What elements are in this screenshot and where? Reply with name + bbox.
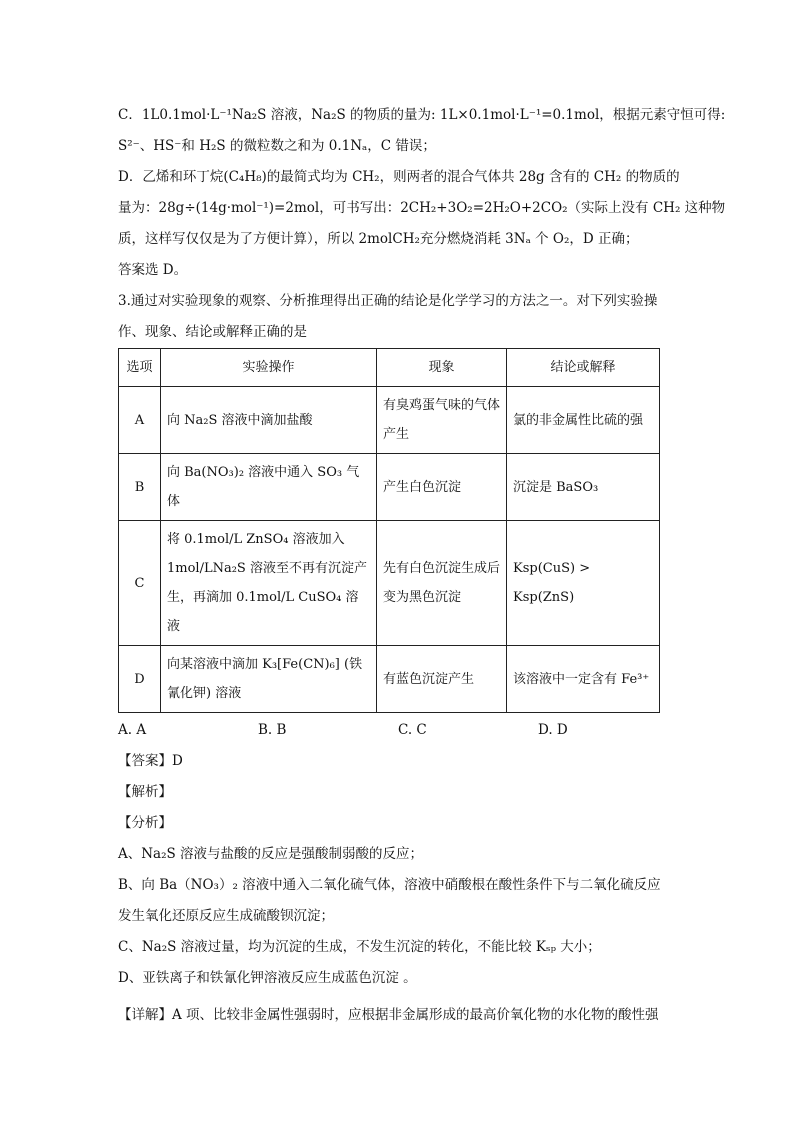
table-cell: B bbox=[119, 454, 161, 521]
text-line: 质，这样写仅仅是为了方便计算），所以 2molCH₂充分燃烧消耗 3Nₐ 个 O₂，D 正确； bbox=[118, 231, 639, 247]
text-line: 量为：28g÷(14g·mol⁻¹)=2mol，可书写出：2CH₂+3O₂=2H₂O+2CO₂（实际上没有 CH₂ 这种物 bbox=[118, 200, 726, 216]
table-cell: C bbox=[119, 521, 161, 646]
table-cell: D bbox=[119, 646, 161, 713]
table-cell: 向 Na₂S 溶液中滴加盐酸 bbox=[161, 387, 377, 454]
text-line: 答案选 D。 bbox=[118, 262, 188, 278]
table-header: 结论或解释 bbox=[507, 349, 660, 387]
table-header: 实验操作 bbox=[161, 349, 377, 387]
text-line: C．1L0.1mol·L⁻¹Na₂S 溶液，Na₂S 的物质的量为: 1L×0.1mol·L⁻¹=0.1mol，根据元素守恒可得: bbox=[118, 107, 726, 123]
table-cell: 将 0.1mol/L ZnSO₄ 溶液加入 1mol/LNa₂S 溶液至不再有沉淀产生，再滴加 0.1mol/L CuSO₄ 溶液 bbox=[161, 521, 377, 646]
analysis-line: B、向 Ba（NO₃）₂ 溶液中通入二氧化硫气体，溶液中硝酸根在酸性条件下与二氧化硫反应 bbox=[118, 877, 661, 893]
table-cell: Ksp(CuS) > Ksp(ZnS) bbox=[507, 521, 660, 646]
analysis-heading: 【解析】 bbox=[118, 784, 172, 800]
analysis-line: 发生氧化还原反应生成硫酸钡沉淀； bbox=[118, 908, 334, 924]
table-cell: 氯的非金属性比硫的强 bbox=[507, 387, 660, 454]
experiment-table bbox=[118, 348, 660, 713]
answer-options bbox=[118, 715, 678, 746]
table-header: 现象 bbox=[377, 349, 507, 387]
detail-line: 【详解】A 项、比较非金属性强弱时，应根据非金属形成的最高价氧化物的水化物的酸性强 bbox=[118, 1007, 659, 1023]
table-cell: A bbox=[119, 387, 161, 454]
document-page bbox=[118, 100, 726, 1031]
table-header: 选项 bbox=[119, 349, 161, 387]
table-row bbox=[119, 387, 660, 454]
fenxi-heading: 【分析】 bbox=[118, 815, 172, 831]
question-line: 3.通过对实验现象的观察、分析推理得出正确的结论是化学学习的方法之一。对下列实验操 bbox=[118, 293, 658, 309]
text-line: D．乙烯和环丁烷(C₄H₈)的最简式均为 CH₂，则两者的混合气体共 28g 含有的 CH₂ 的物质的 bbox=[118, 169, 680, 185]
option-b: B. B bbox=[258, 722, 287, 738]
table-cell: 沉淀是 BaSO₃ bbox=[507, 454, 660, 521]
table-row bbox=[119, 521, 660, 646]
table-row bbox=[119, 646, 660, 713]
answer-label: 【答案】D bbox=[118, 753, 183, 769]
table-cell: 有蓝色沉淀产生 bbox=[377, 646, 507, 713]
table-cell: 向 Ba(NO₃)₂ 溶液中通入 SO₃ 气体 bbox=[161, 454, 377, 521]
table-cell: 向某溶液中滴加 K₃[Fe(CN)₆] (铁氰化钾) 溶液 bbox=[161, 646, 377, 713]
option-a: A. A bbox=[118, 722, 147, 738]
question-line: 作、现象、结论或解释正确的是 bbox=[118, 324, 307, 340]
analysis-line: A、Na₂S 溶液与盐酸的反应是强酸制弱酸的反应； bbox=[118, 846, 424, 862]
table-cell: 产生白色沉淀 bbox=[377, 454, 507, 521]
option-d: D. D bbox=[538, 722, 568, 738]
table-header-row bbox=[119, 349, 660, 387]
analysis-line: C、Na₂S 溶液过量，均为沉淀的生成，不发生沉淀的转化，不能比较 Kₛₚ 大小； bbox=[118, 939, 601, 955]
table-cell: 有臭鸡蛋气味的气体产生 bbox=[377, 387, 507, 454]
table-row bbox=[119, 454, 660, 521]
table-cell: 先有白色沉淀生成后变为黑色沉淀 bbox=[377, 521, 507, 646]
option-c: C. C bbox=[398, 722, 427, 738]
table-cell: 该溶液中一定含有 Fe³⁺ bbox=[507, 646, 660, 713]
text-line: S²⁻、HS⁻和 H₂S 的微粒数之和为 0.1Nₐ，C 错误； bbox=[118, 138, 436, 154]
analysis-line: D、亚铁离子和铁氰化钾溶液反应生成蓝色沉淀 。 bbox=[118, 970, 417, 986]
